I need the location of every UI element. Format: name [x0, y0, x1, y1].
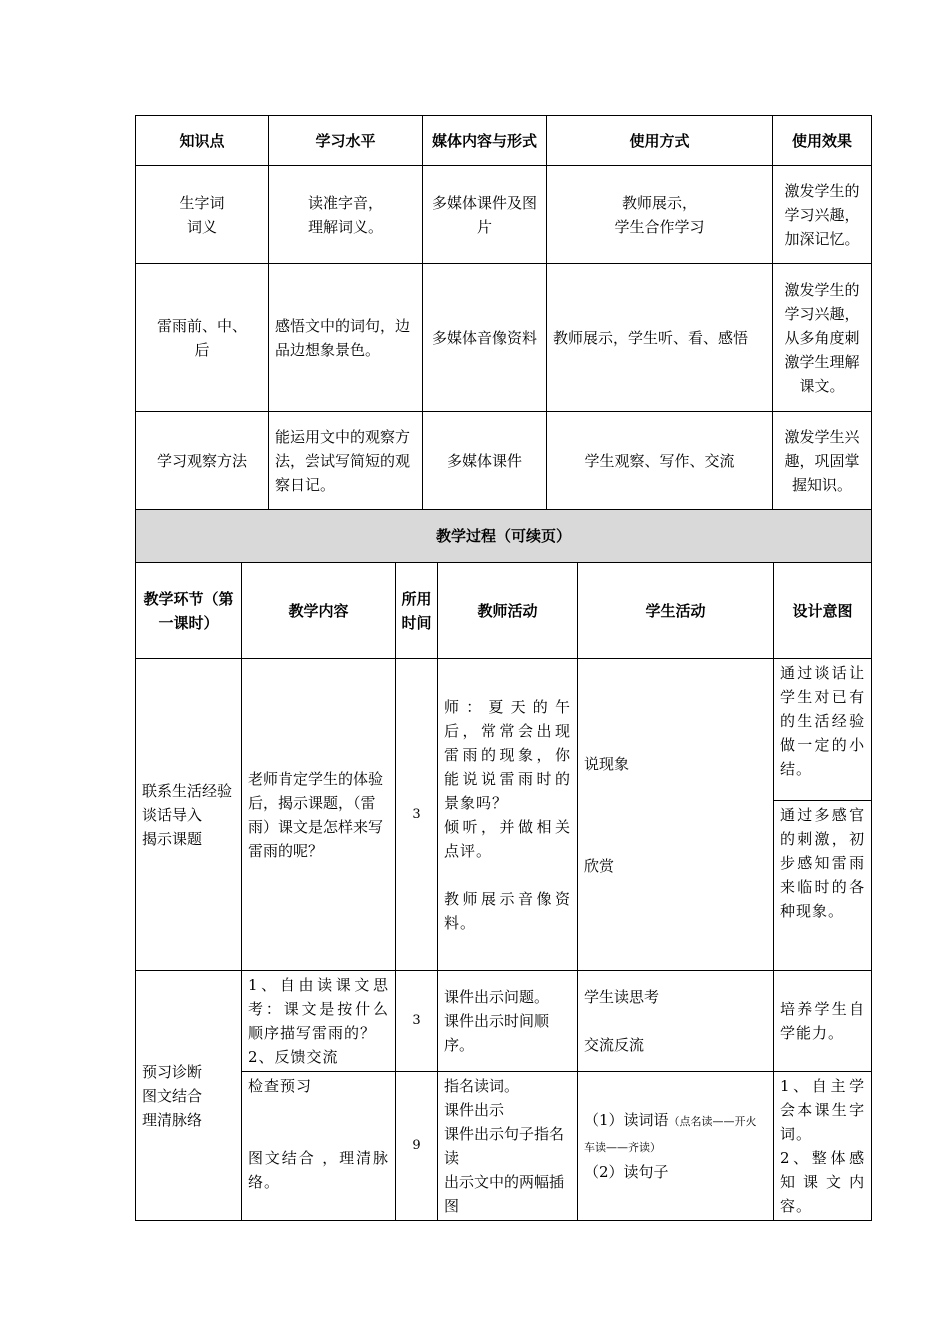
knowledge-table-header	[136, 116, 872, 166]
lesson-plan-page	[135, 115, 871, 1221]
teacher-activity: 指名读词。 课件出示 课件出示句子指名读 出示文中的两幅插图	[438, 1072, 578, 1221]
usage-effect: 激发学生的学习兴趣，加深记忆。	[773, 166, 872, 264]
header-content: 教学内容	[242, 563, 396, 659]
media-content: 多媒体音像资料	[423, 264, 547, 412]
header-teacher-activity: 教师活动	[438, 563, 578, 659]
teacher-activity: 师：夏天的午后，常常会出现雷雨的现象，你能说说雷雨时的景象吗？ 倾听，并做相关点评。 教师展示音像资料。	[438, 659, 578, 971]
teaching-content: 老师肯定学生的体验后，揭示课题，（雷雨）课文是怎样来写雷雨的呢？	[242, 659, 396, 971]
process-table-header	[136, 563, 872, 659]
section-title: 教学过程（可续页）	[136, 510, 872, 563]
usage-method: 教师展示， 学生合作学习	[547, 166, 773, 264]
header-student-activity: 学生活动	[578, 563, 774, 659]
student-activity: （1）读词语（点名读——开火车读——齐读） （2）读句子	[578, 1072, 774, 1221]
header-design-intent: 设计意图	[774, 563, 872, 659]
design-intent: 1、自主学会本课生字词。 2、整体感知课文内容。	[774, 1072, 872, 1221]
media-content: 多媒体课件及图片	[423, 166, 547, 264]
teaching-stage: 联系生活经验 谈话导入 揭示课题	[136, 659, 242, 971]
time-used: 3	[396, 659, 438, 971]
usage-method: 学生观察、写作、交流	[547, 412, 773, 510]
table-row	[136, 412, 872, 510]
learning-level: 感悟文中的词句，边品边想象景色。	[269, 264, 423, 412]
table-row	[136, 659, 872, 801]
knowledge-point: 雷雨前、中、 后	[136, 264, 269, 412]
teaching-process-table	[135, 509, 872, 1221]
media-content: 多媒体课件	[423, 412, 547, 510]
student-activity: 说现象 欣赏	[578, 659, 774, 971]
knowledge-table	[135, 115, 872, 510]
header-media: 媒体内容与形式	[423, 116, 547, 166]
teaching-content: 1、自由读课文思考：课文是按什么顺序描写雷雨的？ 2、反馈交流	[242, 971, 396, 1072]
usage-method: 教师展示，学生听、看、感悟	[547, 264, 773, 412]
header-stage: 教学环节（第一课时）	[136, 563, 242, 659]
table-row	[136, 264, 872, 412]
knowledge-point: 学习观察方法	[136, 412, 269, 510]
header-usage: 使用方式	[547, 116, 773, 166]
header-knowledge-point: 知识点	[136, 116, 269, 166]
section-title-row	[136, 510, 872, 563]
time-used: 9	[396, 1072, 438, 1221]
usage-effect: 激发学生的学习兴趣，从多角度刺激学生理解课文。	[773, 264, 872, 412]
design-intent: 培养学生自学能力。	[774, 971, 872, 1072]
knowledge-point: 生字词 词义	[136, 166, 269, 264]
design-intent: 通过谈话让学生对已有的生活经验做一定的小结。	[774, 659, 872, 801]
table-row	[136, 971, 872, 1072]
header-effect: 使用效果	[773, 116, 872, 166]
table-row	[136, 1072, 872, 1221]
time-used: 3	[396, 971, 438, 1072]
teaching-stage: 预习诊断 图文结合 理清脉络	[136, 971, 242, 1221]
teacher-activity: 课件出示问题。 课件出示时间顺序。	[438, 971, 578, 1072]
table-row	[136, 166, 872, 264]
teaching-content: 检查预习 图文结合 ，理清脉络。	[242, 1072, 396, 1221]
header-time: 所用时间	[396, 563, 438, 659]
usage-effect: 激发学生兴趣，巩固掌握知识。	[773, 412, 872, 510]
student-activity: 学生读思考 交流反流	[578, 971, 774, 1072]
learning-level: 能运用文中的观察方法，尝试写简短的观察日记。	[269, 412, 423, 510]
header-learning-level: 学习水平	[269, 116, 423, 166]
learning-level: 读准字音， 理解词义。	[269, 166, 423, 264]
design-intent: 通过多感官的刺激，初步感知雷雨来临时的各种现象。	[774, 801, 872, 971]
